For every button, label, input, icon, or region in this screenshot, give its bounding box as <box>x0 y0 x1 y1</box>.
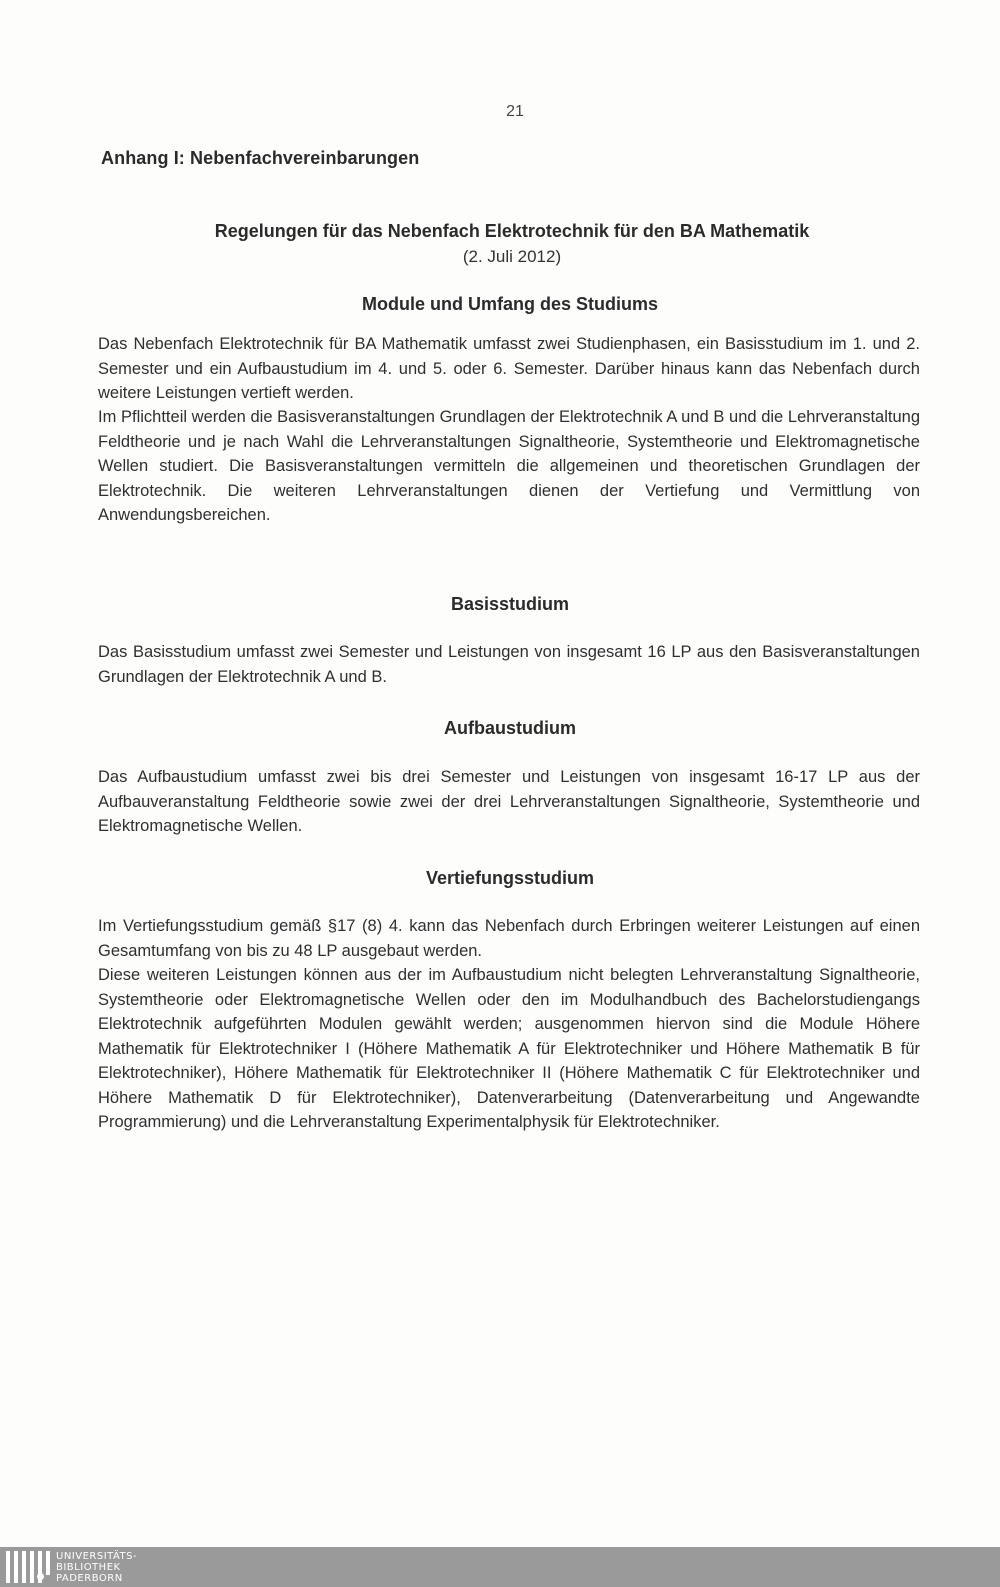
logo-dot-icon <box>37 1573 44 1580</box>
page-number: 21 <box>506 103 524 120</box>
paragraph-module-pflichtteil: Im Pflichtteil werden die Basisveranstaltungen Grundlagen der Elektrotechnik A und B und die Lehrveranstaltung Feldtheorie und je nach Wahl die Lehrveranstaltungen Signaltheorie, Systemtheorie und Elektromagnetische Wellen studiert. Die Basisveranstaltungen vermitteln die allgemeinen und theoretischen Grundlagen der Elektrotechnik. Die weiteren Lehrveranstaltungen dienen der Vertiefung und Vermittlung von Anwendungsbereichen. <box>98 408 920 524</box>
logo-line-2: BIBLIOTHEK <box>56 1561 121 1573</box>
section-heading-basis: Basisstudium <box>450 594 570 614</box>
document-title: Regelungen für das Nebenfach Elektrotechnik für den BA Mathematik <box>214 221 810 241</box>
library-logo-text <box>56 1551 137 1583</box>
logo-bar <box>46 1551 50 1575</box>
logo-line-1: UNIVERSITÄTS- <box>56 1550 138 1562</box>
paragraph-module-intro: Das Nebenfach Elektrotechnik für BA Mathematik umfasst zwei Studienphasen, ein Basisstudium im 1. und 2. Semester und ein Aufbaustudium im 4. und 5. oder 6. Semester. Darüber hinaus kann das Nebenfach durch weitere Leistungen vertieft werden. <box>98 335 920 402</box>
logo-bar <box>6 1551 10 1583</box>
paragraph-vertiefung-leistungen: Diese weiteren Leistungen können aus der im Aufbaustudium nicht belegten Lehrveranstaltung Signaltheorie, Systemtheorie oder Elektromagnetische Wellen oder den im Modulhandbuch des Bachelorstudiengangs Elektrotechnik aufgeführten Modulen gewählt werden; ausgenommen hiervon sind die Module Höhere Mathematik für Elektrotechniker I (Höhere Mathematik A für Elektrotechniker und Höhere Mathematik B für Elektrotechniker), Höhere Mathematik für Elektrotechniker II (Höhere Mathematik C für Elektrotechniker und Höhere Mathematik D für Elektrotechniker), Datenverarbeitung (Datenverarbeitung und Angewandte Programmierung) und die Lehrveranstaltung Experimentalphysik für Elektrotechniker. <box>98 966 920 1131</box>
logo-bar <box>14 1551 18 1583</box>
document-date: (2. Juli 2012) <box>462 247 562 266</box>
logo-line-3: PADERBORN <box>56 1572 123 1584</box>
paragraph-vertiefung-umfang: Im Vertiefungsstudium gemäß §17 (8) 4. kann das Nebenfach durch Erbringen weiterer Leistungen auf einen Gesamtumfang von bis zu 48 LP ausgebaut werden. <box>98 917 920 960</box>
logo-bar <box>22 1551 26 1583</box>
paragraph-basis: Das Basisstudium umfasst zwei Semester und Leistungen von insgesamt 16 LP aus den Basisveranstaltungen Grundlagen der Elektrotechnik A und B. <box>98 643 920 686</box>
annex-title: Anhang I: Nebenfachvereinbarungen <box>101 148 420 168</box>
paragraph-aufbau: Das Aufbaustudium umfasst zwei bis drei Semester und Leistungen von insgesamt 16-17 LP aus der Aufbauveranstaltung Feldtheorie sowie zwei der drei Lehrveranstaltungen Signaltheorie, Systemtheorie und Elektromagnetische Wellen. <box>98 768 920 835</box>
section-heading-module: Module und Umfang des Studiums <box>362 294 658 314</box>
library-logo <box>6 1551 137 1583</box>
section-heading-aufbau: Aufbaustudium <box>444 718 576 738</box>
footer-bar <box>0 1547 1000 1587</box>
logo-bar <box>30 1551 34 1583</box>
section-heading-vertiefung: Vertiefungsstudium <box>425 868 595 888</box>
